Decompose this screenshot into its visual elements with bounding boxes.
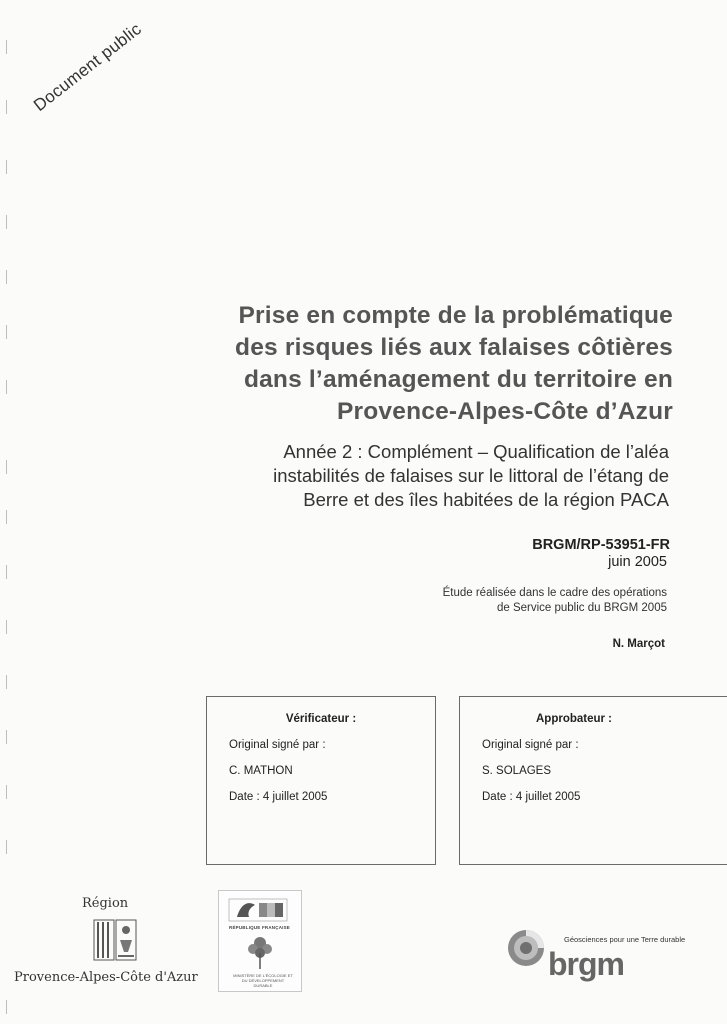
document-title bbox=[113, 300, 673, 428]
brgm-spiral-icon bbox=[504, 926, 548, 970]
verifier-name: C. MATHON bbox=[229, 765, 293, 777]
report-date: juin 2005 bbox=[608, 554, 667, 570]
approver-signed: Original signé par : bbox=[482, 739, 579, 751]
document-public-stamp: Document public bbox=[30, 19, 146, 115]
study-line: Étude réalisée dans le cadre des opérations bbox=[442, 587, 667, 599]
binding-marks bbox=[6, 0, 20, 1024]
subtitle-line: Année 2 : Complément – Qualification de l’aléa bbox=[283, 441, 669, 462]
tree-icon bbox=[219, 933, 301, 973]
title-line: Prise en compte de la problématique bbox=[238, 302, 673, 329]
region-label: Région bbox=[82, 896, 129, 911]
author: N. Marçot bbox=[612, 638, 665, 650]
region-name: Provence-Alpes-Côte d'Azur bbox=[14, 970, 198, 985]
verifier-title: Vérificateur : bbox=[285, 713, 357, 725]
subtitle-line: instabilités de falaises sur le littoral de l’étang de bbox=[273, 465, 669, 486]
report-reference: BRGM/RP-53951-FR bbox=[532, 537, 670, 553]
title-line: dans l’aménagement du territoire en bbox=[243, 366, 673, 393]
approver-box bbox=[459, 696, 727, 865]
approver-date: Date : 4 juillet 2005 bbox=[482, 791, 581, 803]
document-subtitle bbox=[149, 440, 669, 512]
approver-name: S. SOLAGES bbox=[482, 765, 552, 777]
gov-republic-text: RÉPUBLIQUE FRANÇAISE bbox=[229, 925, 291, 930]
verifier-date: Date : 4 juillet 2005 bbox=[229, 791, 328, 803]
study-note bbox=[443, 586, 667, 616]
title-line: Provence-Alpes-Côte d’Azur bbox=[336, 398, 673, 425]
region-coat-of-arms-icon bbox=[92, 918, 140, 962]
brgm-tagline: Géosciences pour une Terre durable bbox=[564, 935, 686, 944]
subtitle-line: Berre et des îles habitées de la région PACA bbox=[303, 489, 669, 510]
approver-title: Approbateur : bbox=[535, 713, 613, 725]
gov-ministry-text: MINISTÈRE DE L'ÉCOLOGIE ET DU DÉVELOPPEMENT DURABLE bbox=[233, 973, 293, 988]
verifier-box bbox=[206, 696, 436, 865]
title-line: des risques liés aux falaises côtières bbox=[235, 334, 673, 361]
study-line: de Service public du BRGM 2005 bbox=[496, 602, 667, 614]
marianne-logo-icon bbox=[219, 891, 301, 925]
verifier-signed: Original signé par : bbox=[229, 739, 326, 751]
government-logo bbox=[218, 890, 302, 992]
brgm-wordmark: brgm bbox=[548, 946, 624, 982]
brgm-logo bbox=[504, 926, 704, 986]
